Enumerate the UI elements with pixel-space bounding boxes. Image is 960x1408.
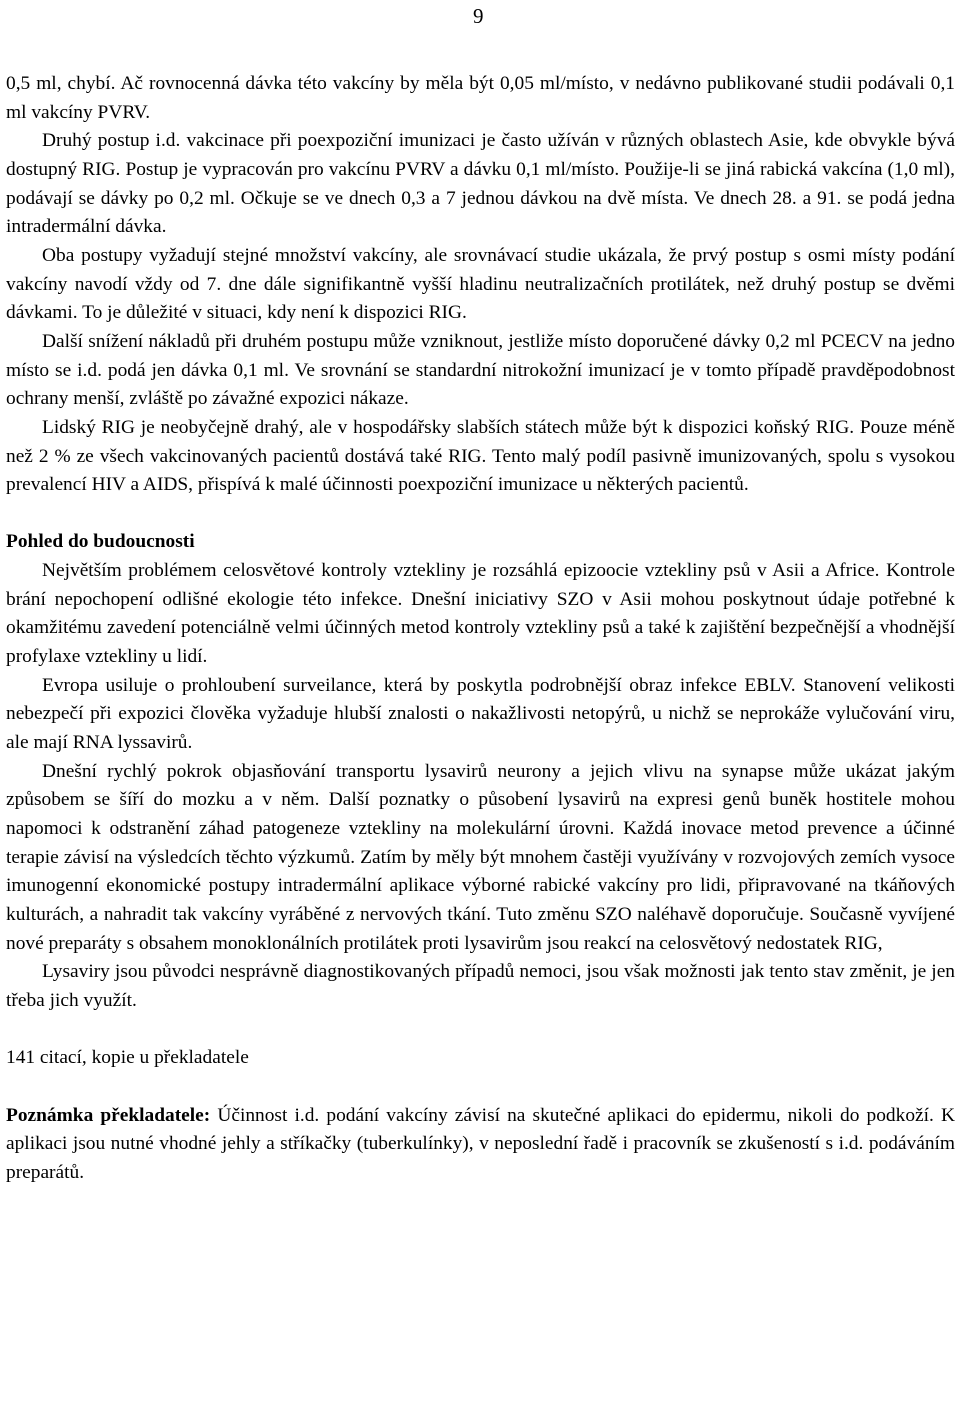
spacer <box>6 500 955 529</box>
paragraph: Další snížení nákladů při druhém postupu může vzniknout, jestliže místo doporučené dávky 0,2 ml PCECV na jedno místo se i.d. podá jen dávka 0,1 ml. Ve srovnání se standardní nitrokožní imunizací je v tomto případě pravděpodobnost ochrany menší, zvláště po závažné expozici nákaze. <box>6 330 955 410</box>
citations-note: 141 citací, kopie u překladatele <box>6 1047 249 1069</box>
translator-note-text: Účinnost i.d. podání vakcíny závisí na skutečné aplikaci do epidermu, nikoli do podkoží. K aplikaci jsou nutné vhodné jehly a stříkačky (tuberkulínky), v neposlední řadě i pracovník se zkušeností s i.d. podáváním preparátů. <box>6 1104 955 1183</box>
paragraph: 0,5 ml, chybí. Ač rovnocenná dávka této vakcíny by měla být 0,05 ml/místo, v nedávno publikované studii podávali 0,1 ml vakcíny PVRV. <box>6 73 955 123</box>
spacer <box>6 1016 955 1045</box>
translator-note <box>6 1102 955 1188</box>
paragraph: Největším problémem celosvětové kontroly vztekliny je rozsáhlá epizoocie vztekliny psů v Asii a Africe. Kontrole brání nepochopení odlišné ekologie této infekce. Dnešní iniciativy SZO v Asii mohou poskytnout údaje potřebné k okamžitému zavedení potenciálně velmi účinných metod kontroly vztekliny psů a také k zajištění bezpečnější a vhodnější profylaxe vztekliny u lidí. <box>6 560 955 668</box>
paragraph: Oba postupy vyžadují stejné množství vakcíny, ale srovnávací studie ukázala, že prvý postup s osmi místy podání vakcíny navodí vždy od 7. dne dále signifikantně vyšší hladinu neutralizačních protilátek, než druhý postup se dvěmi dávkami. To je důležité v situaci, kdy není k dispozici RIG. <box>6 244 955 324</box>
document-body <box>6 70 955 1188</box>
paragraph: Dnešní rychlý pokrok objasňování transportu lysavirů neurony a jejich vlivu na synapse může ukázat jakým způsobem se šíří do mozku a v něm. Další poznatky o působení lysavirů na expresi genů buněk hostitele mohou napomoci k odstranění záhad patogeneze vztekliny na molekulární úrovni. Každá inovace metod prevence a účinné terapie závisí na výsledcích těchto výzkumů. Zatím by měly být mnohem častěji využívány v rozvojových zemích vysoce imunogenní ekonomické postupy intradermální aplikace výborné rabické vakcíny pro lidi, připravované na tkáňových kulturách, a nahradit tak vakcíny vyráběné z nervových tkání. Tuto změnu SZO naléhavě doporučuje. Současně vyvíjené nové preparáty s obsahem monoklonálních protilátek proti lysavirům jsou reakcí na celosvětový nedostatek RIG, <box>6 760 955 954</box>
paragraph: Lidský RIG je neobyčejně drahý, ale v hospodářsky slabších státech může být k dispozici koňský RIG. Pouze méně než 2 % ze všech vakcinovaných pacientů dostává také RIG. Tento malý podíl pasivně imunizovaných, spolu s vysokou prevalencí HIV a AIDS, přispívá k malé účinnosti poexpoziční imunizace u některých pacientů. <box>6 416 955 496</box>
translator-note-label: Poznámka překladatele: <box>6 1104 211 1126</box>
paragraph: Evropa usiluje o prohloubení surveilance, která by poskytla podrobnější obraz infekce EBLV. Stanovení velikosti nebezpečí při expozici člověka vyžaduje hlubší znalosti o nakažlivosti netopýrů, u nichž se neprokáže vylučování viru, ale mají RNA lyssavirů. <box>6 674 955 754</box>
paragraph: Lysaviry jsou původci nesprávně diagnostikovaných případů nemoci, jsou však možnosti jak tento stav změnit, je jen třeba jich využít. <box>6 961 955 1011</box>
section-heading: Pohled do budoucnosti <box>6 531 195 553</box>
page-number: 9 <box>473 4 484 28</box>
spacer <box>6 1073 955 1102</box>
paragraph: Druhý postup i.d. vakcinace při poexpoziční imunizaci je často užíván v různých oblastech Asie, kde obvykle bývá dostupný RIG. Postup je vypracován pro vakcínu PVRV a dávku 0,1 ml/místo. Použije-li se jiná rabická vakcína (1,0 ml), podávají se dávky po 0,2 ml. Očkuje se ve dnech 0,3 a 7 jednou dávkou na dvě místa. Ve dnech 28. a 91. se podá jedna intradermální dávka. <box>6 130 955 238</box>
